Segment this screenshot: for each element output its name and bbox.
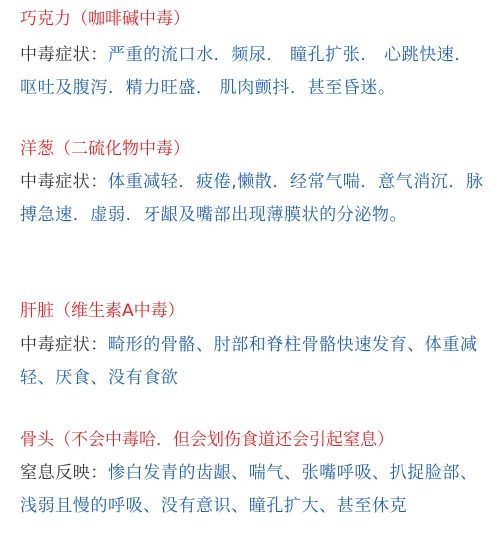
section-heading: 巧克力（咖啡碱中毒） — [20, 9, 190, 29]
symptom-description: 惨白发青的齿龈、喘气、张嘴呼吸、扒捉脸部、浅弱且慢的呼吸、没有意识、瞳孔扩大、甚至休克 — [20, 463, 478, 516]
section-body — [20, 457, 488, 523]
section-heading: 洋葱（二硫化物中毒） — [20, 139, 190, 159]
symptom-label: 中毒症状： — [20, 172, 108, 192]
poison-section-bone — [20, 427, 488, 523]
section-heading: 骨头（不会中毒哈．但会划伤食道还会引起窒息） — [20, 430, 394, 450]
symptom-label: 中毒症状： — [20, 45, 108, 65]
poison-section-onion — [20, 136, 488, 232]
symptom-description: 严重的流口水．频尿． 瞳孔扩张． 心跳快速． 呕吐及腹泻．精力旺盛． 肌肉颤抖．甚至昏迷。 — [20, 45, 473, 98]
section-body — [20, 39, 488, 105]
symptom-label: 中毒症状： — [20, 335, 108, 355]
poison-section-chocolate — [20, 6, 488, 105]
symptom-label: 窒息反映： — [20, 463, 108, 483]
symptom-description: 体重减轻．疲倦,懒散．经常气喘．意气消沉．脉搏急速．虚弱．牙龈及嘴部出现薄膜状的分泌物。 — [20, 172, 484, 225]
section-body — [20, 329, 488, 395]
section-body — [20, 166, 488, 232]
section-heading: 肝脏（维生素A中毒） — [20, 301, 185, 321]
symptom-description: 畸形的骨骼、肘部和脊柱骨骼快速发育、体重减轻、厌食、没有食欲 — [20, 335, 478, 388]
poison-section-liver — [20, 298, 488, 395]
